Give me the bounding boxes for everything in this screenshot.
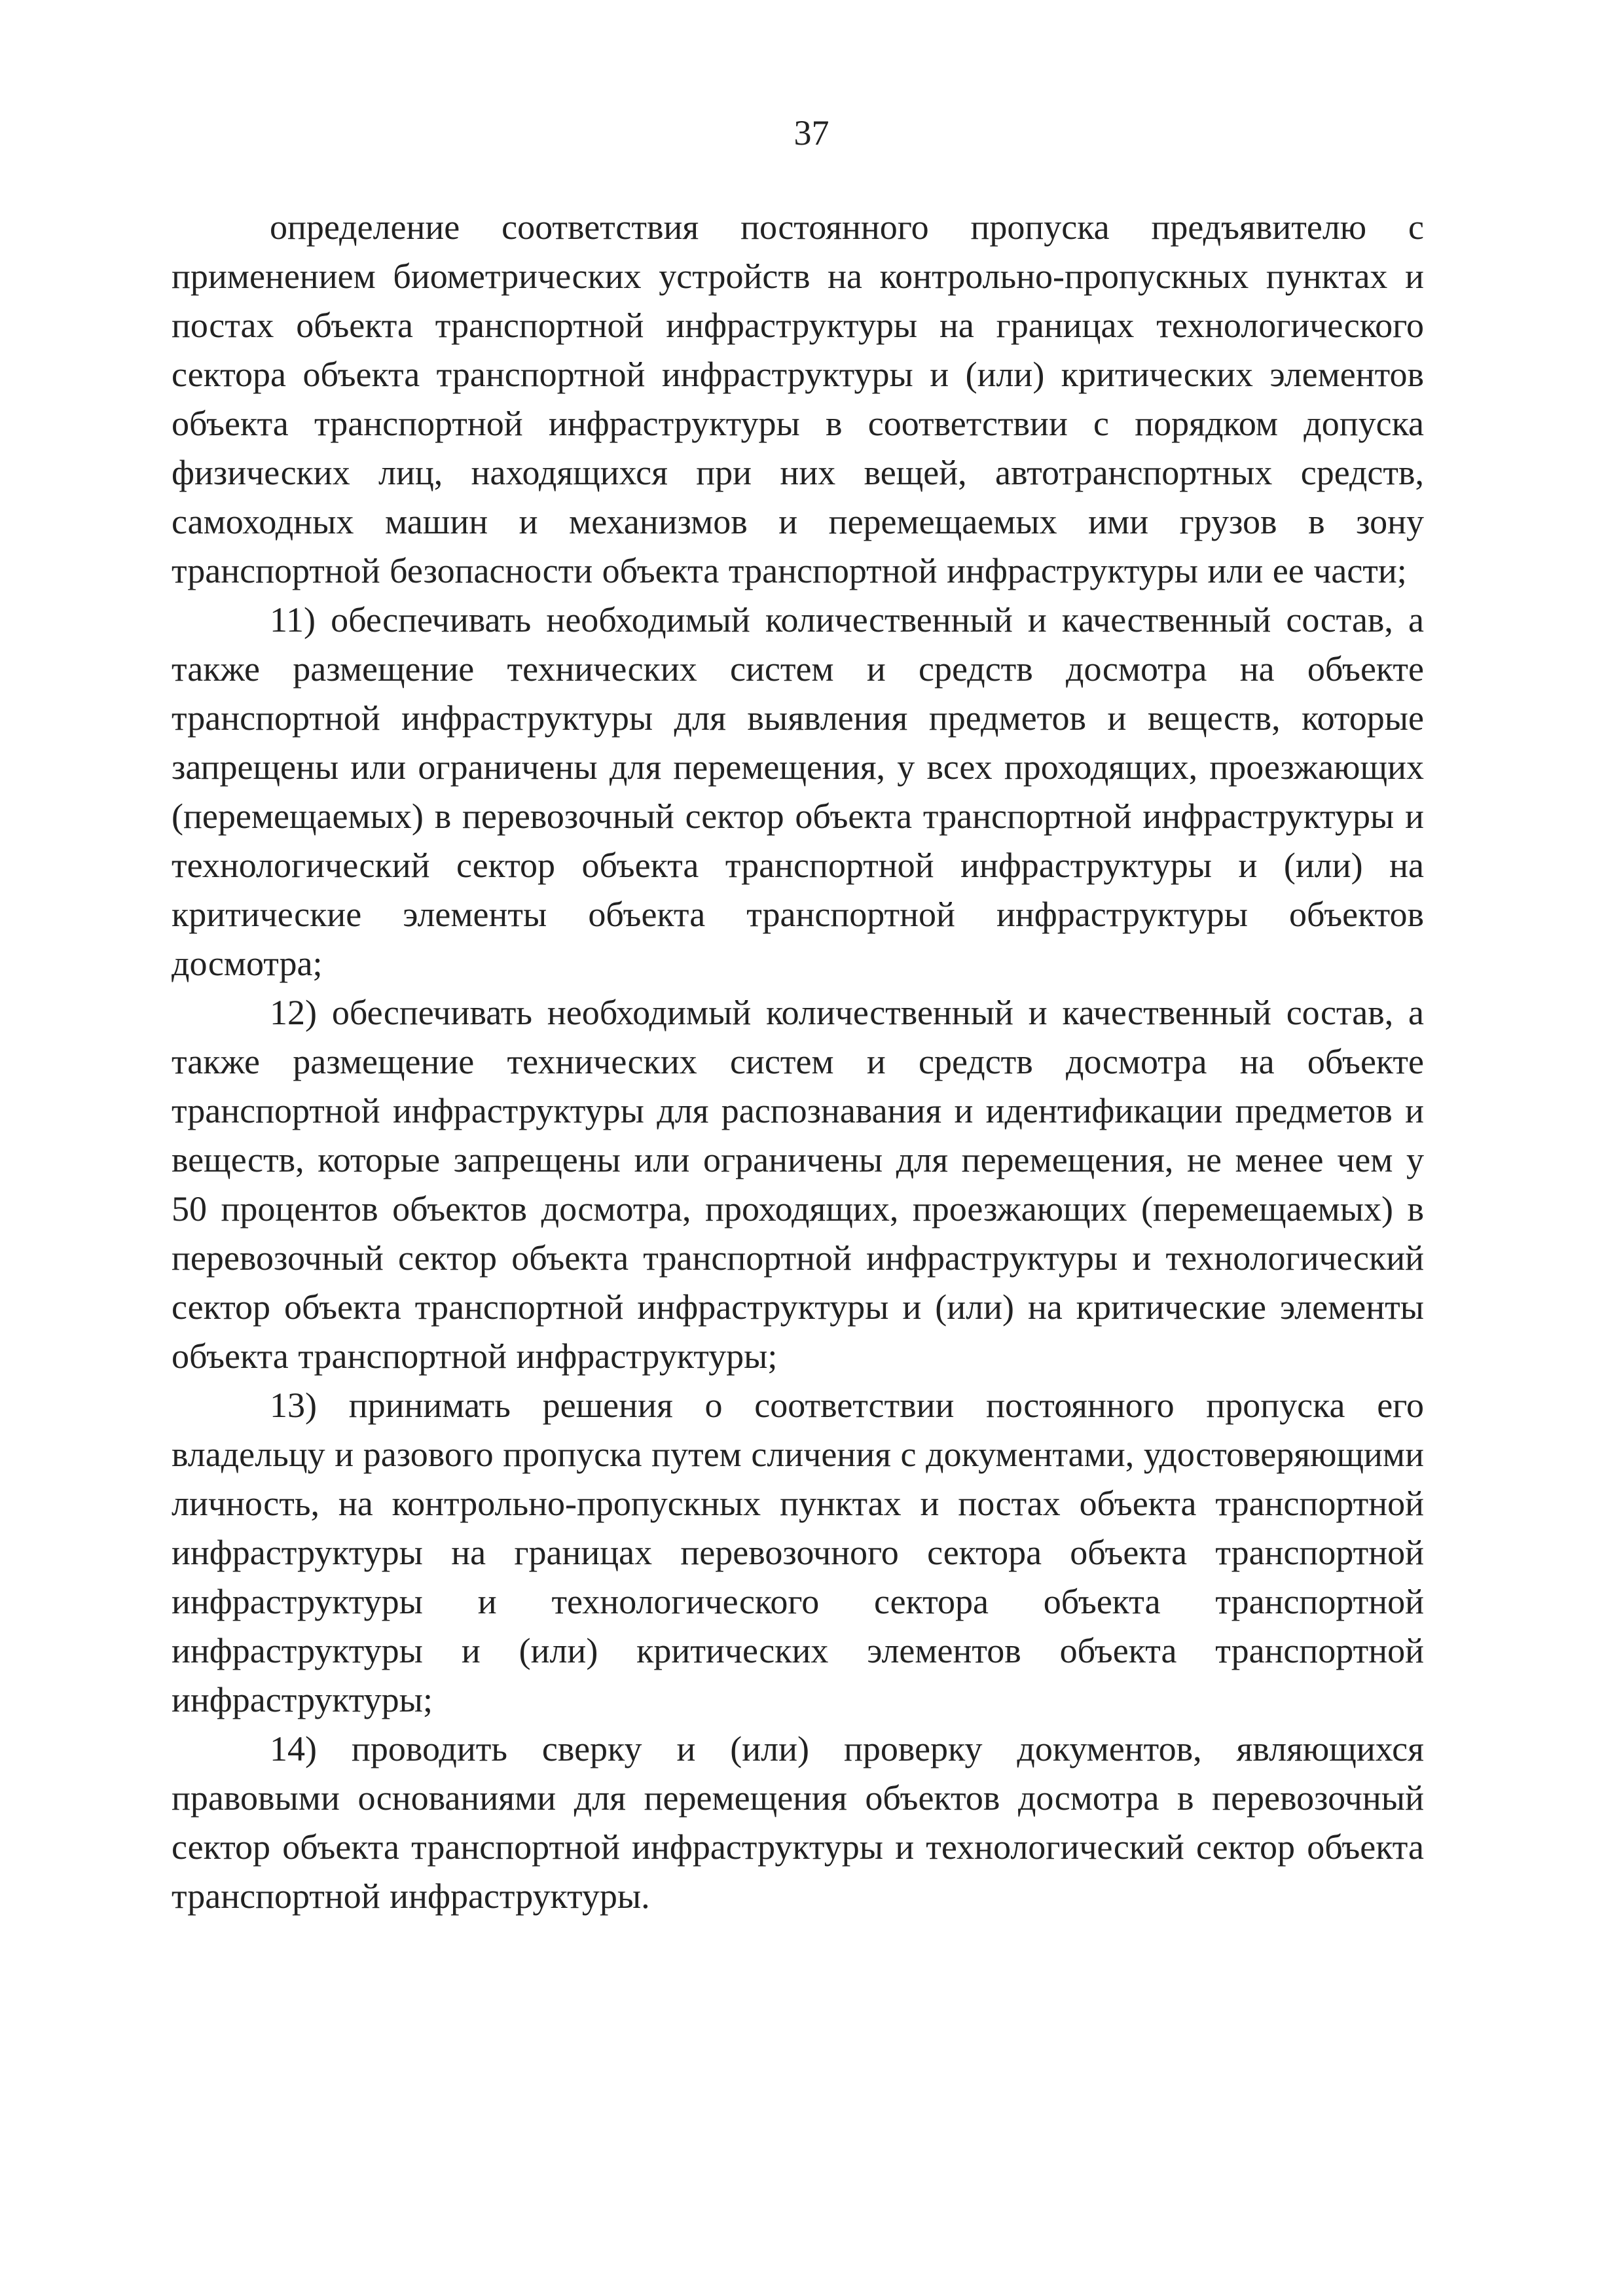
paragraph-item-14: 14) проводить сверку и (или) проверку документов, являющихся правовыми основаниями для перемещения объектов досмотра в перевозочный сектор объекта транспортной инфраструктуры и технологический сектор объекта транспортной инфраструктуры.: [172, 1729, 1424, 1916]
paragraph-item-12: 12) обеспечивать необходимый количественный и качественный состав, а также размещение технических систем и средств досмотра на объекте транспортной инфраструктуры для распознавания и идентификации предметов и веществ, которые запрещены или ограничены для перемещения, не менее чем у 50 процентов объектов досмотра, проходящих, проезжающих (перемещаемых) в перевозочный сектор объекта транспортной инфраструктуры и технологический сектор объекта транспортной инфраструктуры и (или) на критические элементы объекта транспортной инфраструктуры;: [172, 993, 1424, 1376]
page-number: 37: [793, 113, 830, 152]
paragraph-item-13: 13) принимать решения о соответствии постоянного пропуска его владельцу и разового пропуска путем сличения с документами, удостоверяющими личность, на контрольно-пропускных пунктах и постах объекта транспортной инфраструктуры на границах перевозочного сектора объекта транспортной инфраструктуры и технологического сектора объекта транспортной инфраструктуры и (или) критических элементов объекта транспортной инфраструктуры;: [172, 1386, 1424, 1719]
paragraph-item-11: 11) обеспечивать необходимый количественный и качественный состав, а также размещение технических систем и средств досмотра на объекте транспортной инфраструктуры для выявления предметов и веществ, которые запрещены или ограничены для перемещения, у всех проходящих, проезжающих (перемещаемых) в перевозочный сектор объекта транспортной инфраструктуры и технологический сектор объекта транспортной инфраструктуры и (или) на критические элементы объекта транспортной инфраструктуры объектов досмотра;: [172, 600, 1424, 983]
document-body: [172, 203, 1424, 1921]
paragraph-biometric-check: определение соответствия постоянного пропуска предъявителю с применением биометрических устройств на контрольно-пропускных пунктах и постах объекта транспортной инфраструктуры на границах технологического сектора объекта транспортной инфраструктуры и (или) критических элементов объекта транспортной инфраструктуры в соответствии с порядком допуска физических лиц, находящихся при них вещей, автотранспортных средств, самоходных машин и механизмов и перемещаемых ими грузов в зону транспортной безопасности объекта транспортной инфраструктуры или ее части;: [172, 207, 1424, 590]
